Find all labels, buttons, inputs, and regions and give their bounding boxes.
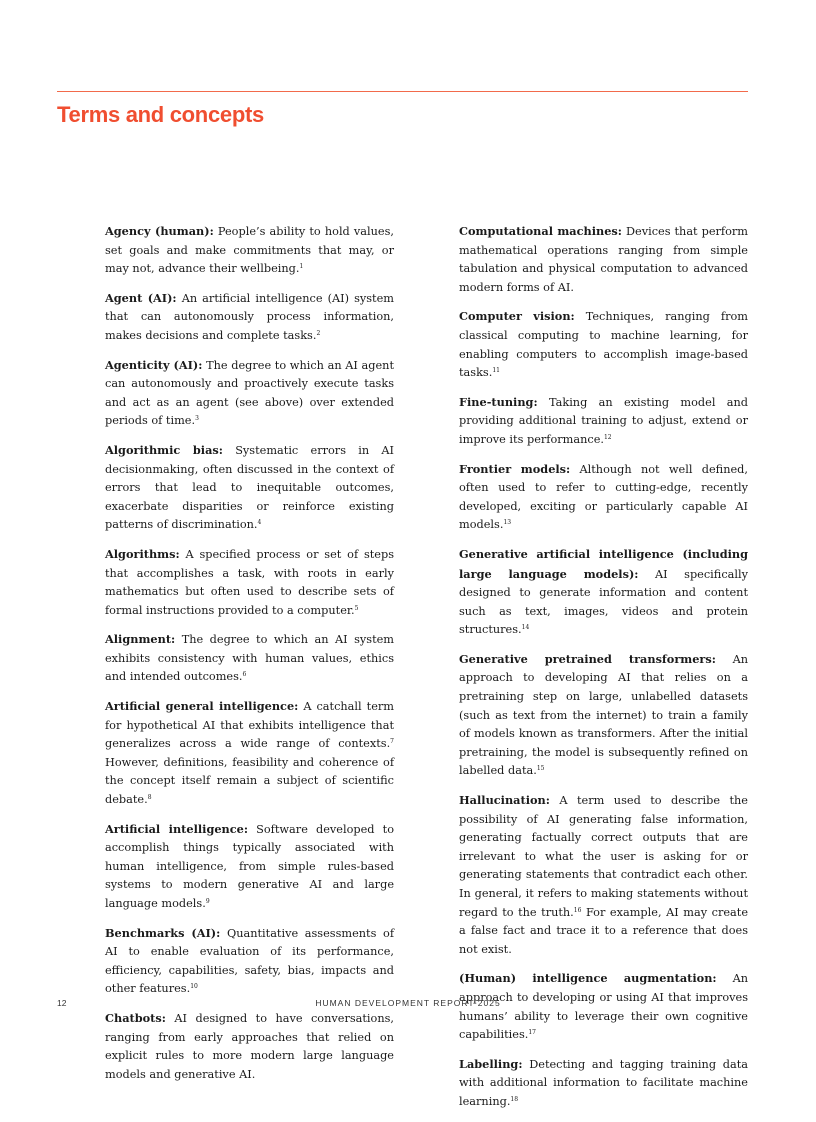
term-definition: The degree to which an AI system exhibits consistency with human values, ethics and intended outcomes. (105, 633, 395, 684)
footnote-ref[interactable]: 10 (190, 983, 198, 991)
glossary-entry-algorithms (105, 545, 394, 620)
term-definition: An approach to developing or using AI that improves humans’ ability to leverage their own cognitive capabilities. (459, 972, 748, 1042)
glossary-entry-artificial-intelligence (105, 820, 394, 914)
term-label: Agenticity (AI): (105, 357, 203, 372)
footnote-ref[interactable]: 11 (492, 367, 500, 375)
glossary-entry-computer-vision (459, 307, 748, 382)
glossary-entry-computational-machines (459, 222, 748, 297)
term-label: Generative pretrained transformers: (459, 651, 716, 666)
term-definition: A term used to describe the possibility of AI generating false information, generating factually correct outputs that are irrelevant to what the user is asking for or generating statements that contradict each other. In general, it refers to making statements without regard to the truth. (459, 794, 748, 919)
footnote-ref[interactable]: 9 (205, 898, 210, 905)
term-label: Computational machines: (459, 224, 622, 238)
term-label: Hallucination: (459, 793, 550, 808)
term-label: Frontier models: (459, 461, 571, 476)
footnote-ref[interactable]: 2 (316, 329, 321, 337)
glossary-entry-chatbots (105, 1009, 394, 1084)
term-definition-continued: However, definitions, feasibility and coherence of the concept itself remain a subject of scientific debate. (105, 755, 394, 807)
term-label: Computer vision: (459, 309, 575, 324)
term-label: Fine-tuning: (459, 394, 538, 409)
footnote-ref[interactable]: 5 (354, 604, 359, 612)
footnote-ref[interactable]: 17 (528, 1029, 536, 1037)
term-definition: Taking an existing model and providing additional training to adjust, extend or improve its performance. (459, 395, 748, 446)
term-label: Agency (human): (105, 224, 214, 238)
footnote-ref[interactable]: 8 (147, 794, 152, 802)
term-label: Chatbots: (105, 1010, 166, 1025)
footnote-ref[interactable]: 3 (195, 415, 199, 423)
glossary-entry-alignment (105, 630, 394, 687)
footnote-ref[interactable]: 6 (242, 671, 247, 679)
term-definition: Techniques, ranging from classical computing to machine learning, for enabling computers to accomplish image-based tasks. (459, 310, 748, 380)
glossary-entry-gpt (459, 650, 748, 781)
term-definition: A catchall term for hypothetical AI that exhibits intelligence that generalizes across a wide range of contexts. (105, 700, 394, 751)
glossary-entry-agent (105, 289, 394, 346)
footnote-ref[interactable]: 12 (603, 433, 612, 441)
term-definition-continued: For example, AI may create a false fact and trace it to a reference that does not exist. (459, 905, 749, 956)
glossary-entry-agenticity (105, 356, 394, 431)
term-label: Generative artificial intelligence (including large language models): (459, 546, 748, 581)
term-definition: The degree to which an AI agent can autonomously and proactively execute tasks and act as an agent (see above) over extended periods of time. (105, 358, 394, 428)
footnote-ref[interactable]: 16 (573, 906, 582, 914)
term-label: Agent (AI): (105, 290, 177, 305)
glossary-column-right (459, 222, 748, 1122)
running-title: HUMAN DEVELOPMENT REPORT 2025 (315, 998, 501, 1008)
footnote-ref[interactable]: 1 (299, 263, 304, 271)
term-definition: AI specifically designed to generate information and content such as text, images, videos and protein structures. (459, 567, 749, 637)
term-definition: An approach to developing AI that relies on a pretraining step on large, unlabelled datasets (such as text from the internet) to train a family of models known as transformers. After the initial pretraining, the model is subsequently refined on labelled data. (459, 652, 748, 778)
term-label: Algorithmic bias: (105, 442, 223, 457)
glossary-entry-agency (105, 222, 394, 279)
header-rule (57, 91, 748, 92)
term-label: (Human) intelligence augmentation: (459, 971, 717, 986)
glossary-entry-fine-tuning (459, 393, 748, 450)
glossary-entry-agi (105, 697, 394, 810)
term-label: Alignment: (105, 632, 176, 647)
term-definition: An artificial intelligence (AI) system that can autonomously process information, makes decisions and complete tasks. (105, 291, 394, 342)
glossary-entry-frontier-models (459, 460, 748, 535)
glossary-column-left (105, 222, 394, 1094)
glossary-entry-benchmarks (105, 924, 394, 999)
glossary-entry-hallucination (459, 791, 748, 959)
term-label: Algorithms: (105, 546, 180, 561)
term-label: Artificial general intelligence: (105, 699, 299, 714)
footnote-ref[interactable]: 18 (510, 1095, 519, 1103)
term-definition: Although not well defined, often used to refer to cutting-edge, recently developed, exciting or particularly capable AI models. (459, 462, 748, 532)
term-definition: Devices that perform mathematical operations ranging from simple tabulation and physical computation to advanced modern forms of AI. (459, 225, 749, 294)
term-definition: AI designed to have conversations, ranging from early approaches that relied on explicit rules to more modern large language models and generative AI. (105, 1011, 394, 1081)
page-title: Terms and concepts (57, 102, 264, 127)
term-definition: Quantitative assessments of AI to enable evaluation of its performance, efficiency, capabilities, safety, bias, impacts and other features. (105, 926, 394, 996)
glossary-entry-algorithmic-bias (105, 441, 394, 535)
term-definition: Systematic errors in AI decisionmaking, often discussed in the context of errors that lead to inequitable outcomes, exacerbate disparities or reinforce existing patterns of discrimination. (105, 443, 395, 532)
footnote-ref[interactable]: 14 (521, 624, 530, 632)
term-label: Benchmarks (AI): (105, 925, 221, 940)
footnote-ref[interactable]: 13 (503, 519, 512, 527)
term-definition: People’s ability to hold values, set goals and make commitments that may, or may not, advance their wellbeing. (105, 225, 395, 276)
term-definition: Software developed to accomplish things typically associated with human intelligence, from simple rules-based systems to modern generative AI and large language models. (105, 822, 394, 910)
footnote-ref[interactable]: 4 (257, 519, 262, 527)
footnote-ref[interactable]: 7 (390, 738, 394, 746)
term-label: Artificial intelligence: (105, 821, 248, 836)
term-label: Labelling: (459, 1056, 523, 1071)
term-definition: Detecting and tagging training data with additional information to facilitate machine learning. (459, 1057, 748, 1108)
term-definition: A specified process or set of steps that accomplishes a task, with roots in early mathematics but often used to describe sets of formal instructions provided to a computer. (105, 547, 394, 617)
glossary-entry-generative-ai (459, 545, 748, 640)
footnote-ref[interactable]: 15 (536, 765, 545, 773)
glossary-entry-labelling (459, 1055, 748, 1112)
page-number: 12 (57, 998, 67, 1008)
